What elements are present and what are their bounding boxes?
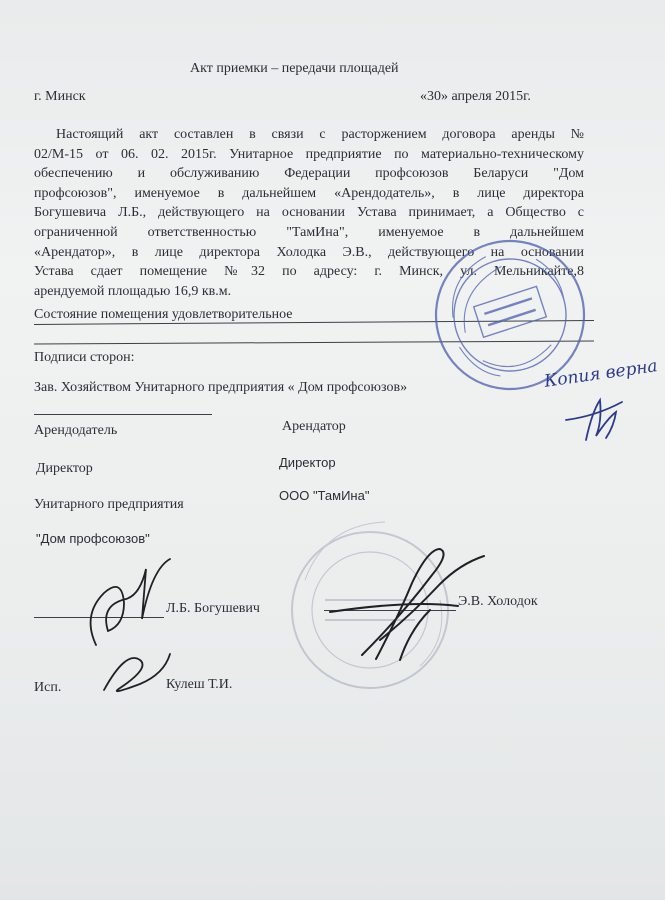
signatures-heading: Подписи сторон: [34,350,135,365]
faded-stamp-icon [292,522,448,688]
document-title: Акт приемки – передачи площадей [190,61,399,76]
signature-underline [34,617,164,618]
body-line: 02/М-15 от 06. 02. 2015г. Унитарное предприятие по материально-техническому [34,146,584,162]
body-line: профсоюзов", именуемое в дальнейшем «Арендодатель», в лице директора [34,185,584,201]
body-line: ограниченной ответственностью "ТамИна", именуемое в дальнейшем [34,224,584,240]
body-line: Богушевича Л.Б., действующего на основании Устава принимает, а Общество с [34,205,584,221]
lessor-org-name: "Дом профсоюзов" [36,531,150,546]
executor-label: Исп. [34,680,62,695]
signature-underline [324,610,456,611]
condition-text: Состояние помещения удовлетворительное [34,307,293,322]
lessor-signatory: Л.Б. Богушевич [166,601,260,616]
document-date: «30» апреля 2015г. [420,89,531,104]
lessee-position: Директор [279,455,336,470]
certification-signature-icon [566,400,622,440]
handwritten-certification: Копия верна [543,356,659,392]
lessor-signature-icon [91,559,170,691]
body-line: Настоящий акт составлен в связи с расторжением договора аренды № [56,127,584,142]
lessor-org: Унитарного предприятия [34,497,184,512]
lessee-org: ООО "ТамИна" [279,488,370,503]
document-body [34,125,584,301]
lessor-position: Директор [36,461,93,476]
body-line: арендуемой площадью 16,9 кв.м. [34,283,232,299]
lessor-role: Арендодатель [34,423,118,438]
body-line: «Арендатор», в лице директора Холодка Э.В., действующего на основании [34,244,584,260]
executor-name: Кулеш Т.И. [166,677,233,692]
supervisor-line: Зав. Хозяйством Унитарного предприятия « Дом профсоюзов» [34,380,408,395]
signature-underline [34,414,212,415]
divider [34,341,594,345]
body-line: обеспечению и обслуживанию Федерации профсоюзов Беларуси "Дом [34,166,584,182]
lessee-signatory: Э.В. Холодок [458,594,538,609]
body-line: Устава сдает помещение №32 по адресу: г. Минск, ул. Мельникайте,8 [34,264,584,280]
lessee-role: Арендатор [282,419,346,434]
document-city: г. Минск [34,89,86,104]
